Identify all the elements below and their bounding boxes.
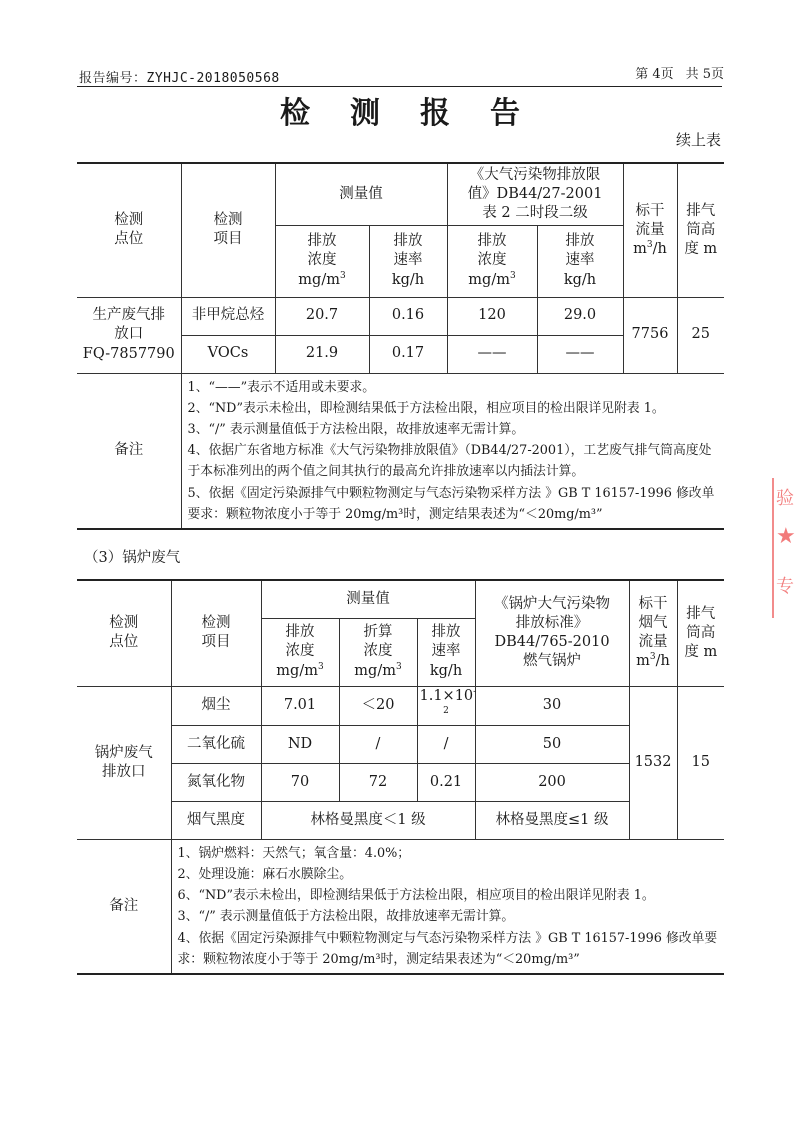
- conc-cell: 20.7: [275, 297, 369, 335]
- std-cell: 50: [475, 725, 629, 763]
- item-cell: 烟气黑度: [171, 801, 261, 839]
- header-item: 检测项目: [181, 163, 275, 297]
- std-rate-cell: 29.0: [537, 297, 623, 335]
- page-current: 第 4页: [635, 67, 674, 82]
- std-conc-cell: 120: [447, 297, 537, 335]
- header-rate: 排放速率 kg/h: [417, 618, 475, 686]
- table-row: [77, 801, 724, 839]
- height-cell: 15: [677, 686, 724, 839]
- header-std-conc: 排放浓度 $mg/m^3$: [447, 225, 537, 297]
- header-conv: 折算浓度 $mg/m^3$: [339, 618, 417, 686]
- table-row: [77, 686, 724, 725]
- height-cell: 25: [677, 297, 724, 373]
- conc-cell: 70: [261, 763, 339, 801]
- item-cell: 二氧化硫: [171, 725, 261, 763]
- header-conc: 排放浓度 $mg/m^3$: [261, 618, 339, 686]
- flow-cell: 7756: [623, 297, 677, 373]
- header-height: 排气筒高度 m: [677, 163, 724, 297]
- std-cell: 200: [475, 763, 629, 801]
- rate-cell: /: [417, 725, 475, 763]
- conc-cell: 21.9: [275, 335, 369, 373]
- header-measured: 测量值: [261, 580, 475, 618]
- note-item: 2、处理设施：麻石水膜除尘。: [177, 866, 353, 882]
- rate-cell: 0.16: [369, 297, 447, 335]
- blackness-std-cell: 林格曼黑度≤1 级: [475, 801, 629, 839]
- header-conc: 排放浓度 $mg/m^3$: [275, 225, 369, 297]
- point-cell: 生产废气排 放口 FQ-7857790: [77, 297, 181, 373]
- official-seal-fragment: 验 ★ 专: [772, 478, 800, 618]
- std-rate-cell: ——: [537, 335, 623, 373]
- note-item: 1、“——”表示不适用或未要求。: [187, 379, 376, 395]
- report-number: [79, 67, 280, 86]
- production-exhaust-table: [77, 162, 724, 530]
- note-item: 3、“/” 表示测量值低于方法检出限，故排放速率无需计算。: [177, 909, 515, 925]
- star-icon: ★: [776, 524, 796, 549]
- page-total: 共 5页: [685, 67, 724, 82]
- page-indicator: [623, 63, 724, 82]
- item-cell: 烟尘: [171, 686, 261, 725]
- header-flow: 标干烟气流量 $m^3/h$: [629, 580, 677, 686]
- rate-cell: 0.21: [417, 763, 475, 801]
- conc-cell: ND: [261, 725, 339, 763]
- header-standard: 《锅炉大气污染物 排放标准》 DB44/765-2010 燃气锅炉: [475, 580, 629, 686]
- section-title-boiler: （3）锅炉废气: [84, 550, 181, 566]
- note-item: 1、锅炉燃料：天然气；氧含量：4.0%；: [177, 845, 411, 861]
- rate-cell: $1.1\times 10^{-2}$: [417, 686, 475, 725]
- item-cell: VOCs: [181, 335, 275, 373]
- page-title: 检测报告: [280, 96, 560, 131]
- point-cell: 锅炉废气 排放口: [77, 686, 171, 839]
- continued-label: 续上表: [675, 131, 721, 149]
- conv-cell: 72: [339, 763, 417, 801]
- note-item: 4、依据广东省地方标准《大气污染物排放限值》（DB44/27-2001），工艺废气排气筒高度处于本标准列出的两个值之间其执行的最高允许排放速率以内插法计算。: [187, 443, 712, 480]
- notes-label: 备注: [77, 373, 181, 529]
- rate-cell: 0.17: [369, 335, 447, 373]
- table-row: [77, 725, 724, 763]
- header-flow: 标干流量 $m^3/h$: [623, 163, 677, 297]
- note-item: 6、“ND”表示未检出，即检测结果低于方法检出限，相应项目的检出限详见附表 1。: [177, 888, 655, 904]
- note-item: 5、依据《固定污染源排气中颗粒物测定与气态污染物采样方法 》GB T 16157-1996 修改单要求：颗粒物浓度小于等于 20mg/m³时，测定结果表述为“＜20mg/m³”: [187, 485, 715, 522]
- conc-cell: 7.01: [261, 686, 339, 725]
- header-item: 检测项目: [171, 580, 261, 686]
- notes-row: [77, 373, 724, 529]
- conv-cell: /: [339, 725, 417, 763]
- header-divider: [77, 86, 722, 87]
- notes-label: 备注: [77, 839, 171, 974]
- boiler-exhaust-table: [77, 579, 724, 975]
- note-item: 4、依据《固定污染源排气中颗粒物测定与气态污染物采样方法 》GB T 16157-1996 修改单要求：颗粒物浓度小于等于 20mg/m³时，测定结果表述为“＜20mg/m³”: [177, 930, 718, 967]
- std-cell: 30: [475, 686, 629, 725]
- header-std-rate: 排放速率 kg/h: [537, 225, 623, 297]
- header-height: 排气筒高度 m: [677, 580, 724, 686]
- blackness-value-cell: 林格曼黑度＜1 级: [261, 801, 475, 839]
- header-rate: 排放速率 kg/h: [369, 225, 447, 297]
- header-measured: 测量值: [275, 163, 447, 225]
- table-row: [77, 297, 724, 335]
- note-item: 2、“ND”表示未检出，即检测结果低于方法检出限，相应项目的检出限详见附表 1。: [187, 400, 665, 416]
- note-item: 3、“/” 表示测量值低于方法检出限，故排放速率无需计算。: [187, 421, 525, 437]
- header-point: 检测点位: [77, 163, 181, 297]
- notes-content: [181, 373, 724, 529]
- table-row: [77, 763, 724, 801]
- std-conc-cell: ——: [447, 335, 537, 373]
- flow-cell: 1532: [629, 686, 677, 839]
- header-standard: 《大气污染物排放限 值》DB44/27-2001 表 2 二时段二级: [447, 163, 623, 225]
- item-cell: 氮氧化物: [171, 763, 261, 801]
- report-number-label: 报告编号：: [79, 71, 147, 86]
- notes-row: [77, 839, 724, 974]
- conv-cell: ＜20: [339, 686, 417, 725]
- header-point: 检测点位: [77, 580, 171, 686]
- item-cell: 非甲烷总烃: [181, 297, 275, 335]
- report-number-value: ZYHJC-2018050568: [146, 71, 280, 86]
- notes-content: [171, 839, 724, 974]
